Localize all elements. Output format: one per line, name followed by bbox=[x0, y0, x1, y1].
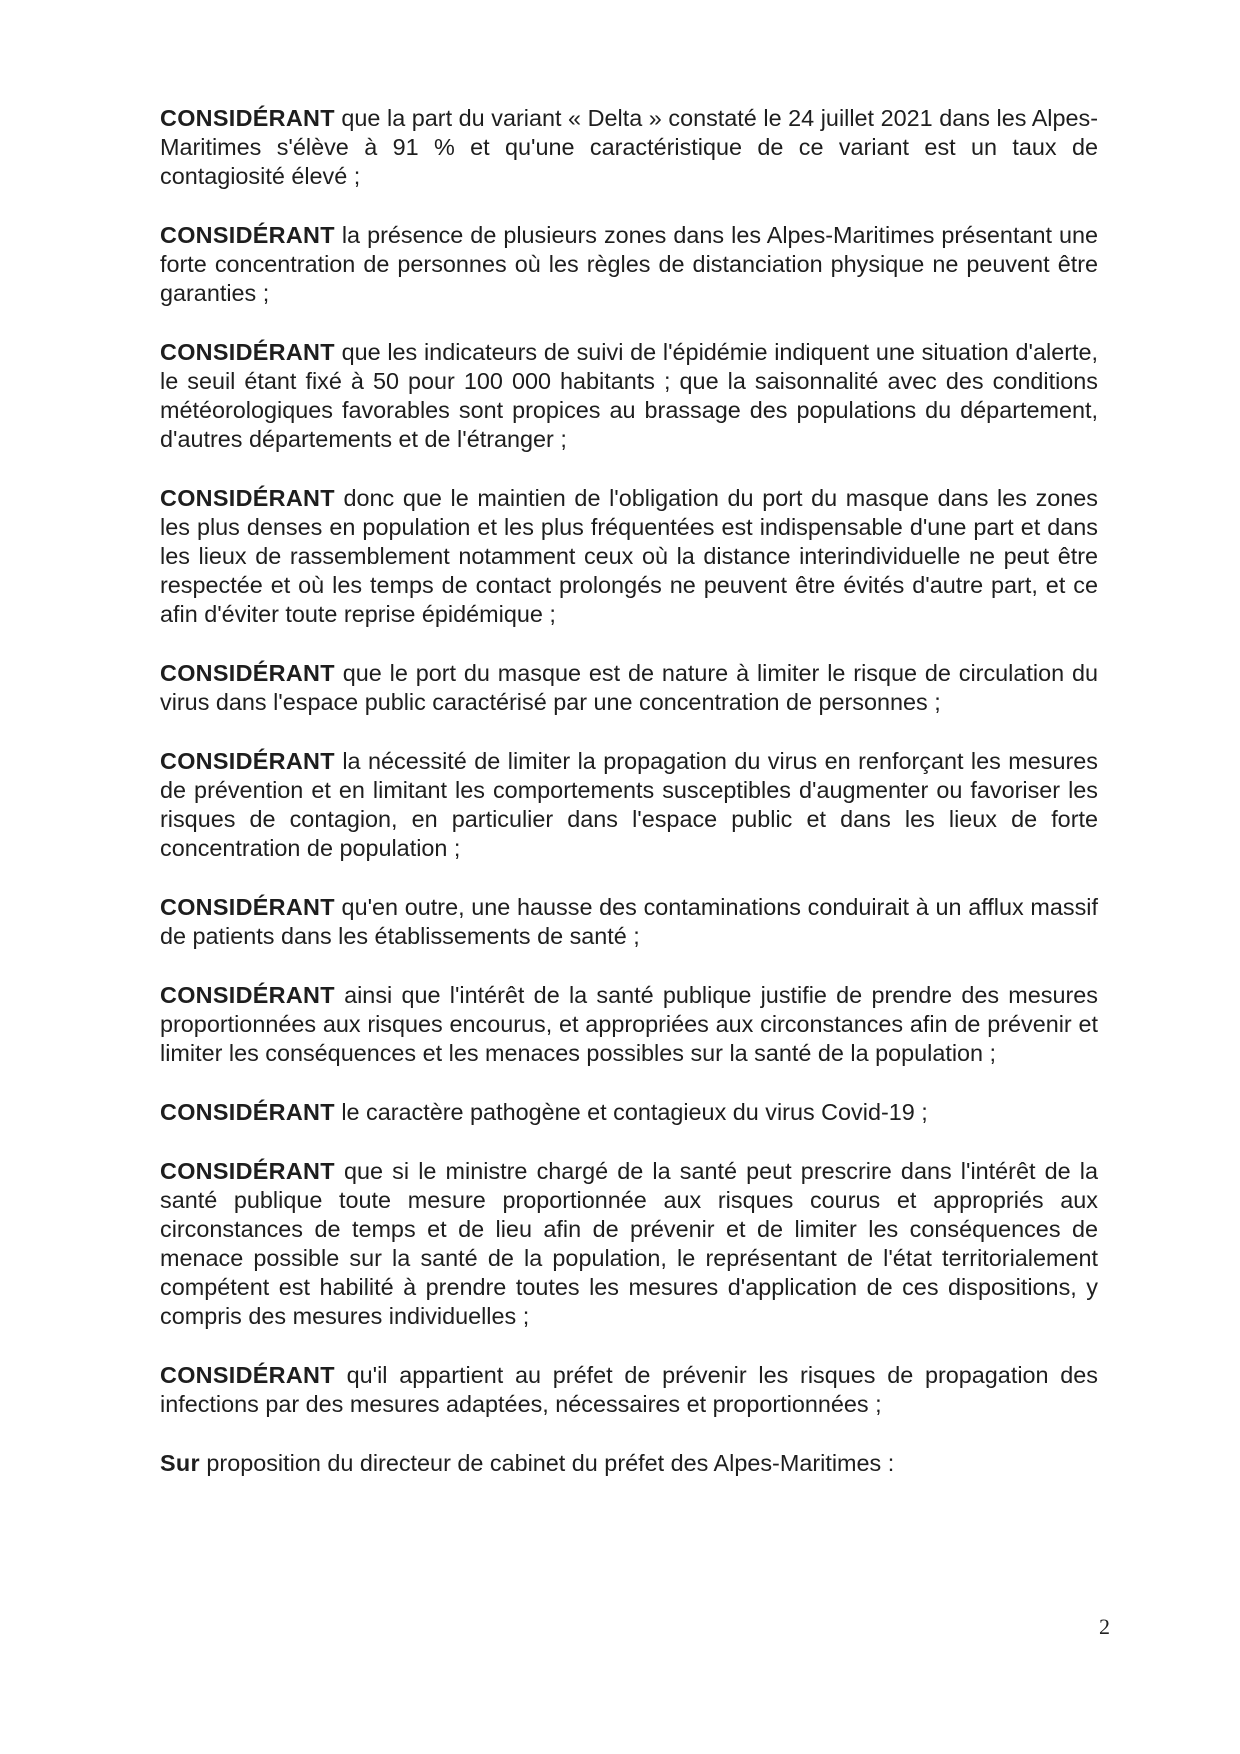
paragraph-keyword: CONSIDÉRANT bbox=[160, 105, 335, 131]
paragraph-4 bbox=[160, 484, 1098, 629]
paragraph-keyword: CONSIDÉRANT bbox=[160, 339, 335, 365]
paragraph-keyword: CONSIDÉRANT bbox=[160, 748, 335, 774]
paragraph-text: la nécessité de limiter la propagation du virus en renforçant les mesures de prévention et en limitant les comportements susceptibles d'augmenter ou favoriser les risques de contagion, en particulier dans l'espace public et dans les lieux de forte concentration de population ; bbox=[160, 748, 1098, 861]
paragraph-keyword: CONSIDÉRANT bbox=[160, 1362, 335, 1388]
paragraph-text: que si le ministre chargé de la santé peut prescrire dans l'intérêt de la santé publique toute mesure proportionnée aux risques courus et appropriés aux circonstances de temps et de lieu afin de prévenir et de limiter les conséquences de menace possible sur la santé de la population, le représentant de l'état territorialement compétent est habilité à prendre toutes les mesures d'application de ces dispositions, y compris des mesures individuelles ; bbox=[160, 1158, 1098, 1329]
paragraph-11 bbox=[160, 1361, 1098, 1419]
paragraph-keyword: CONSIDÉRANT bbox=[160, 222, 335, 248]
paragraph-9 bbox=[160, 1098, 1098, 1127]
paragraph-keyword: CONSIDÉRANT bbox=[160, 1099, 335, 1125]
paragraph-text: la présence de plusieurs zones dans les Alpes-Maritimes présentant une forte concentration de personnes où les règles de distanciation physique ne peuvent être garanties ; bbox=[160, 222, 1098, 306]
paragraph-keyword: CONSIDÉRANT bbox=[160, 660, 335, 686]
paragraph-text: ainsi que l'intérêt de la santé publique justifie de prendre des mesures proportionnées aux risques encourus, et appropriées aux circonstances afin de prévenir et limiter les conséquences et les menaces possibles sur la santé de la population ; bbox=[160, 982, 1098, 1066]
paragraph-text: donc que le maintien de l'obligation du port du masque dans les zones les plus denses en population et les plus fréquentées est indispensable d'une part et dans les lieux de rassemblement notamment ceux où la distance interindividuelle ne peut être respectée et où les temps de contact prolongés ne peuvent être évités d'autre part, et ce afin d'éviter toute reprise épidémique ; bbox=[160, 485, 1098, 627]
paragraph-7 bbox=[160, 893, 1098, 951]
paragraph-text: qu'il appartient au préfet de prévenir les risques de propagation des infections par des mesures adaptées, nécessaires et proportionnées ; bbox=[160, 1362, 1098, 1417]
paragraph-text: que la part du variant « Delta » constaté le 24 juillet 2021 dans les Alpes-Maritimes s'élève à 91 % et qu'une caractéristique de ce variant est un taux de contagiosité élevé ; bbox=[160, 105, 1098, 189]
paragraph-text: qu'en outre, une hausse des contaminations conduirait à un afflux massif de patients dans les établissements de santé ; bbox=[160, 894, 1098, 949]
paragraph-text: que les indicateurs de suivi de l'épidémie indiquent une situation d'alerte, le seuil étant fixé à 50 pour 100 000 habitants ; que la saisonnalité avec des conditions météorologiques favorables sont propices au brassage des populations du département, d'autres départements et de l'étranger ; bbox=[160, 339, 1098, 452]
paragraph-keyword: CONSIDÉRANT bbox=[160, 1158, 335, 1184]
paragraph-2 bbox=[160, 221, 1098, 308]
paragraph-keyword: Sur bbox=[160, 1450, 200, 1476]
paragraph-10 bbox=[160, 1157, 1098, 1331]
paragraph-keyword: CONSIDÉRANT bbox=[160, 894, 335, 920]
paragraph-3 bbox=[160, 338, 1098, 454]
page-number: 2 bbox=[1099, 1614, 1110, 1639]
paragraph-5 bbox=[160, 659, 1098, 717]
paragraph-8 bbox=[160, 981, 1098, 1068]
paragraph-12 bbox=[160, 1449, 1098, 1478]
paragraph-text: proposition du directeur de cabinet du préfet des Alpes-Maritimes : bbox=[199, 1450, 895, 1476]
paragraph-1 bbox=[160, 104, 1098, 191]
paragraph-keyword: CONSIDÉRANT bbox=[160, 982, 335, 1008]
paragraph-text: le caractère pathogène et contagieux du virus Covid-19 ; bbox=[334, 1099, 928, 1125]
paragraph-text: que le port du masque est de nature à limiter le risque de circulation du virus dans l'espace public caractérisé par une concentration de personnes ; bbox=[160, 660, 1098, 715]
paragraph-keyword: CONSIDÉRANT bbox=[160, 485, 335, 511]
paragraph-6 bbox=[160, 747, 1098, 863]
